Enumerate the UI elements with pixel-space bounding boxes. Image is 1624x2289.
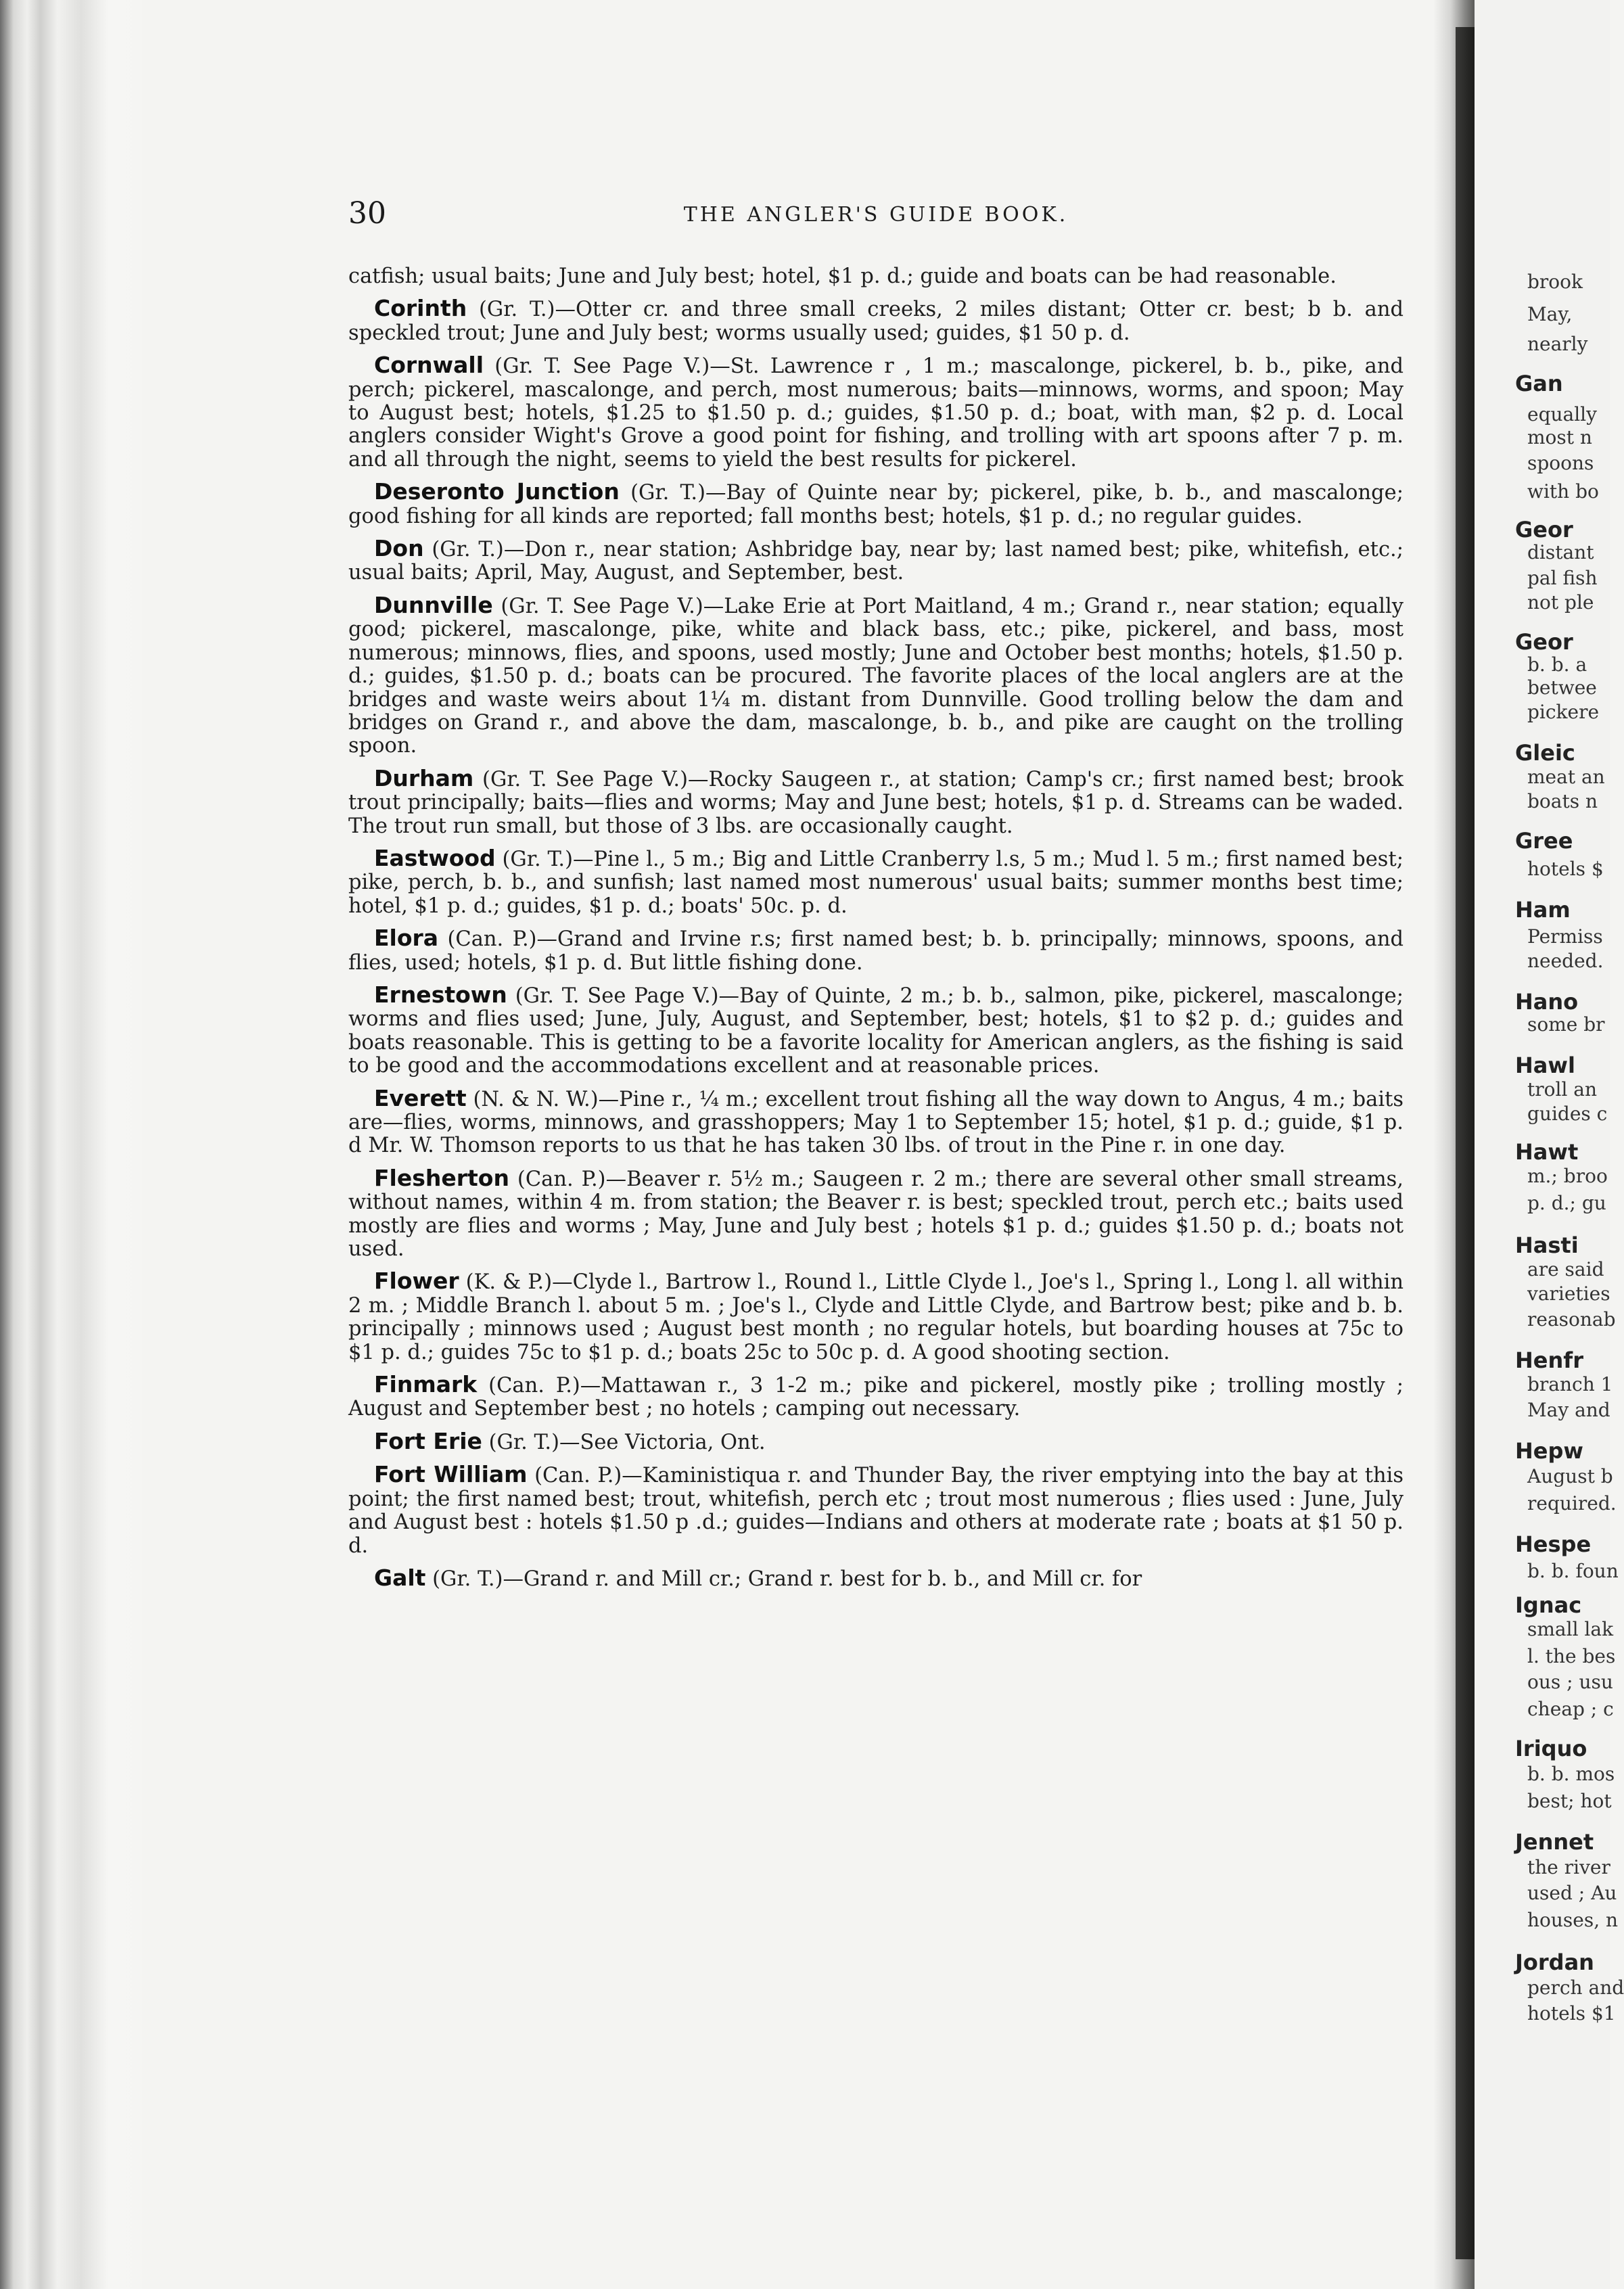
book-spine bbox=[1456, 27, 1476, 2259]
facing-text-fragment: small lak bbox=[1527, 1618, 1614, 1640]
facing-place-name: Hespe bbox=[1515, 1531, 1592, 1557]
facing-text-fragment: b. b. a bbox=[1527, 653, 1587, 676]
place-description: (Gr. T. See Page V.)—Rocky Saugeen r., at station; Camp's cr.; first named best; brook trout principally; baits—flies and worms; May and June best; hotels, $1 p. d. Streams can be waded. The trout run small, but those of 3 lbs. are occasionally caught. bbox=[348, 767, 1403, 838]
place-entry bbox=[348, 480, 1403, 528]
place-description: (Gr. T.)—Otter cr. and three small creeks, 2 miles distant; Otter cr. best; b b. and speckled trout; June and July best; worms usually used; guides, $1 50 p. d. bbox=[348, 298, 1403, 345]
place-name: Galt bbox=[374, 1564, 426, 1591]
place-entry bbox=[348, 1463, 1403, 1558]
facing-place-name: Ignac bbox=[1515, 1592, 1582, 1618]
place-description: (Can. P.)—Mattawan r., 3 1-2 m.; pike and pickerel, mostly pike ; trolling mostly ; August and September best ; no hotels ; camping out necessary. bbox=[348, 1374, 1403, 1421]
facing-text-fragment: nearly bbox=[1527, 333, 1588, 355]
facing-place-name: Hasti bbox=[1515, 1232, 1579, 1258]
place-description: (Gr. T.)—Pine l., 5 m.; Big and Little Cranberry l.s, 5 m.; Mud l. 5 m.; first named best; pike, perch, b. b., and sunfish; last named most numerous' usual baits; summer months best time; hotel, $1 p. d.; guides, $1 p. d.; boats' 50c. p. d. bbox=[348, 847, 1403, 918]
facing-text-fragment: pal fish bbox=[1527, 567, 1598, 589]
facing-text-fragment: brook bbox=[1527, 271, 1583, 293]
place-description: (Gr. T.)—See Victoria, Ont. bbox=[482, 1430, 766, 1454]
place-entry bbox=[348, 764, 1403, 838]
place-name: Eastwood bbox=[374, 844, 496, 871]
facing-text-fragment: perch and bbox=[1527, 1976, 1624, 1999]
place-description: (Gr. T.)—Grand r. and Mill cr.; Grand r. best for b. b., and Mill cr. for bbox=[425, 1567, 1142, 1591]
facing-text-fragment: used ; Au bbox=[1527, 1882, 1617, 1904]
listing-column bbox=[348, 265, 1403, 1600]
place-description: (N. & N. W.)—Pine r., ¼ m.; excellent trout fishing all the way down to Angus, 4 m.; baits are—flies, worms, minnows, and grasshoppers; May 1 to September 15; hotel, $1 p. d.; guide, $1 p. d Mr. W. Thomson reports to us that he has taken 30 lbs. of trout in the Pine r. in one day. bbox=[348, 1087, 1403, 1158]
running-head: THE ANGLER'S GUIDE BOOK. bbox=[683, 203, 1069, 227]
place-name: Flesherton bbox=[374, 1164, 509, 1191]
place-name: Corinth bbox=[374, 295, 467, 322]
facing-place-name: Jennet bbox=[1515, 1829, 1594, 1855]
place-description: (K. & P.)—Clyde l., Bartrow l., Round l., Little Clyde l., Joe's l., Spring l., Long l. all within 2 m. ; Middle Branch l. about 5 m. ; Joe's l., Clyde and Little Clyde, and Bartrow best; pike and b. b. principally ; minnows used ; August best month ; no regular hotels, but boarding houses at 75c to $1 p. d.; guides 75c to $1 p. d.; boats 25c to 50c p. d. A good shooting section. bbox=[348, 1270, 1403, 1364]
place-entry bbox=[348, 354, 1403, 471]
place-name: Flower bbox=[374, 1268, 459, 1295]
place-name: Ernestown bbox=[374, 981, 507, 1008]
facing-text-fragment: cheap ; c bbox=[1527, 1698, 1614, 1720]
facing-place-name: Gree bbox=[1515, 828, 1573, 854]
facing-text-fragment: pickere bbox=[1527, 701, 1600, 723]
facing-text-fragment: guides c bbox=[1527, 1103, 1608, 1125]
place-name: Elora bbox=[374, 925, 439, 952]
place-entry bbox=[348, 297, 1403, 345]
facing-text-fragment: ous ; usu bbox=[1527, 1671, 1613, 1693]
facing-text-fragment: with bo bbox=[1527, 480, 1599, 503]
place-description: (Gr. T.)—Don r., near station; Ashbridge bay, near by; last named best; pike, whitefish, etc.; usual baits; April, May, August, and September, best. bbox=[348, 538, 1403, 585]
facing-text-fragment: b. b. mos bbox=[1527, 1763, 1615, 1785]
facing-place-name: Gleic bbox=[1515, 740, 1575, 766]
facing-text-fragment: reasonab bbox=[1527, 1308, 1616, 1331]
facing-text-fragment: required. bbox=[1527, 1492, 1617, 1515]
facing-text-fragment: hotels $ bbox=[1527, 858, 1604, 880]
place-description: (Gr. T. See Page V.)—Lake Erie at Port Maitland, 4 m.; Grand r., near station; equally good; pickerel, mascalonge, pike, white and black bass, etc.; pike, pickerel, and bass, most numerous; minnows, flies, and spoons, used mostly; June and October best months; hotels, $1.50 p. d.; guides, $1.50 p. d.; boats can be procured. The favorite places of the local anglers are at the bridges and waste weirs about 1¼ m. distant from Dunnville. Good trolling below the dam and bridges on Grand r., and above the dam, mascalonge, b. b., and pike are caught on the trolling spoon. bbox=[348, 594, 1403, 758]
continued-entry: catfish; usual baits; June and July best; hotel, $1 p. d.; guide and boats can be had reasonable. bbox=[348, 264, 1337, 288]
place-name: Don bbox=[374, 535, 424, 562]
facing-text-fragment: houses, n bbox=[1527, 1909, 1619, 1931]
facing-place-name: Hano bbox=[1515, 989, 1579, 1015]
facing-text-fragment: May and bbox=[1527, 1399, 1610, 1421]
facing-place-name: Hepw bbox=[1515, 1438, 1583, 1464]
facing-place-name: Iriquo bbox=[1515, 1736, 1587, 1761]
facing-text-fragment: needed. bbox=[1527, 950, 1604, 972]
facing-place-name: Hawl bbox=[1515, 1053, 1575, 1078]
facing-text-fragment: August b bbox=[1527, 1465, 1613, 1487]
place-name: Fort William bbox=[374, 1461, 528, 1488]
place-entry bbox=[348, 1270, 1403, 1364]
facing-place-name: Ham bbox=[1515, 897, 1571, 923]
facing-text-fragment: May, bbox=[1527, 303, 1573, 325]
facing-text-fragment: spoons bbox=[1527, 452, 1594, 474]
place-description: (Gr. T. See Page V.)—Bay of Quinte, 2 m.; b. b., salmon, pike, pickerel, mascalonge; worms and flies used; June, July, August, and September, best; hotels, $1 to $2 p. d.; guides and boats reasonable. This is getting to be a favorite locality for American anglers, as the fishing is said to be good and the accommodations excellent and at reasonable prices. bbox=[348, 984, 1403, 1078]
facing-text-fragment: distant bbox=[1527, 541, 1594, 563]
facing-text-fragment: m.; broo bbox=[1527, 1165, 1608, 1187]
place-description: (Gr. T. See Page V.)—St. Lawrence r , 1 m.; mascalonge, pickerel, b. b., pike, and perch; pickerel, mascalonge, and perch, most numerous; baits—minnows, worms, and spoon; May to August best; hotels, $1.25 to $1.50 p. d.; guides, $1.50 p. d.; boat, with man, $2 p. d. Local anglers consider Wight's Grove a good point for fishing, and trolling with art spoons after 7 p. m. and all through the night, seems to yield the best results for pickerel. bbox=[348, 354, 1403, 471]
facing-place-name: Geor bbox=[1515, 629, 1573, 655]
facing-text-fragment: equally bbox=[1527, 403, 1597, 425]
facing-place-name: Jordan bbox=[1515, 1949, 1594, 1975]
place-entry bbox=[348, 844, 1403, 918]
place-entry bbox=[348, 1373, 1403, 1421]
facing-place-name: Henfr bbox=[1515, 1347, 1583, 1373]
place-description: (Can. P.)—Grand and Irvine r.s; first named best; b. b. principally; minnows, spoons, and flies, used; hotels, $1 p. d. But little fishing done. bbox=[348, 927, 1403, 975]
facing-text-fragment: p. d.; gu bbox=[1527, 1192, 1606, 1214]
place-name: Fort Erie bbox=[374, 1427, 482, 1454]
facing-text-fragment: branch 1 bbox=[1527, 1373, 1613, 1395]
place-entry bbox=[348, 1427, 1403, 1454]
facing-text-fragment: troll an bbox=[1527, 1078, 1598, 1101]
facing-text-fragment: are said bbox=[1527, 1258, 1604, 1280]
place-name: Cornwall bbox=[374, 352, 484, 379]
place-description: (Gr. T.)—Bay of Quinte near by; pickerel, pike, b. b., and mascalonge; good fishing for all kinds are reported; fall months best; hotels, $1 p. d.; no regular guides. bbox=[348, 481, 1404, 528]
place-entry bbox=[348, 591, 1403, 758]
facing-text-fragment: meat an bbox=[1527, 766, 1605, 788]
facing-text-fragment: some br bbox=[1527, 1013, 1605, 1036]
facing-text-fragment: not ple bbox=[1527, 591, 1594, 614]
place-name: Dunnville bbox=[374, 591, 493, 618]
place-entry bbox=[348, 1084, 1403, 1158]
place-name: Durham bbox=[374, 764, 474, 791]
facing-place-name: Gan bbox=[1515, 371, 1563, 396]
place-name: Everett bbox=[374, 1084, 467, 1111]
facing-text-fragment: boats n bbox=[1527, 790, 1598, 812]
facing-text-fragment: best; hot bbox=[1527, 1790, 1612, 1812]
facing-place-name: Hawt bbox=[1515, 1139, 1579, 1165]
facing-text-fragment: hotels $1 bbox=[1527, 2002, 1616, 2025]
page-stack-edge bbox=[0, 0, 142, 2289]
place-name: Finmark bbox=[374, 1371, 478, 1398]
place-entry bbox=[348, 927, 1403, 975]
facing-text-fragment: b. b. foun bbox=[1527, 1560, 1619, 1582]
entry-list bbox=[348, 297, 1403, 1591]
place-entry bbox=[348, 1164, 1403, 1262]
facing-text-fragment: Permiss bbox=[1527, 925, 1603, 948]
place-description: (Can. P.)—Beaver r. 5½ m.; Saugeen r. 2 m.; there are several other small streams, without names, within 4 m. from station; the Beaver r. is best; speckled trout, perch etc.; baits used mostly are flies and worms ; May, June and July best ; hotels $1 p. d.; guides $1.50 p. d.; boats not used. bbox=[348, 1167, 1403, 1262]
facing-text-fragment: the river bbox=[1527, 1856, 1610, 1878]
place-name: Deseronto Junction bbox=[374, 478, 620, 505]
page-header bbox=[348, 196, 1403, 237]
facing-text-fragment: l. the bes bbox=[1527, 1645, 1616, 1667]
facing-place-name: Geor bbox=[1515, 517, 1573, 542]
place-description: (Can. P.)—Kaministiqua r. and Thunder Bay, the river emptying into the bay at this point; the first named best; trout, whitefish, perch etc ; trout most numerous ; flies used : June, July and August best : hotels $1.50 p .d.; guides—Indians and others at moderate rate ; boats at $1 50 p. d. bbox=[348, 1464, 1403, 1558]
facing-text-fragment: betwee bbox=[1527, 676, 1597, 699]
place-entry bbox=[348, 537, 1403, 585]
place-entry bbox=[348, 981, 1403, 1078]
facing-text-fragment: most n bbox=[1527, 426, 1592, 448]
place-entry bbox=[348, 1564, 1403, 1591]
page-number: 30 bbox=[348, 196, 386, 231]
facing-text-fragment: varieties bbox=[1527, 1282, 1610, 1305]
